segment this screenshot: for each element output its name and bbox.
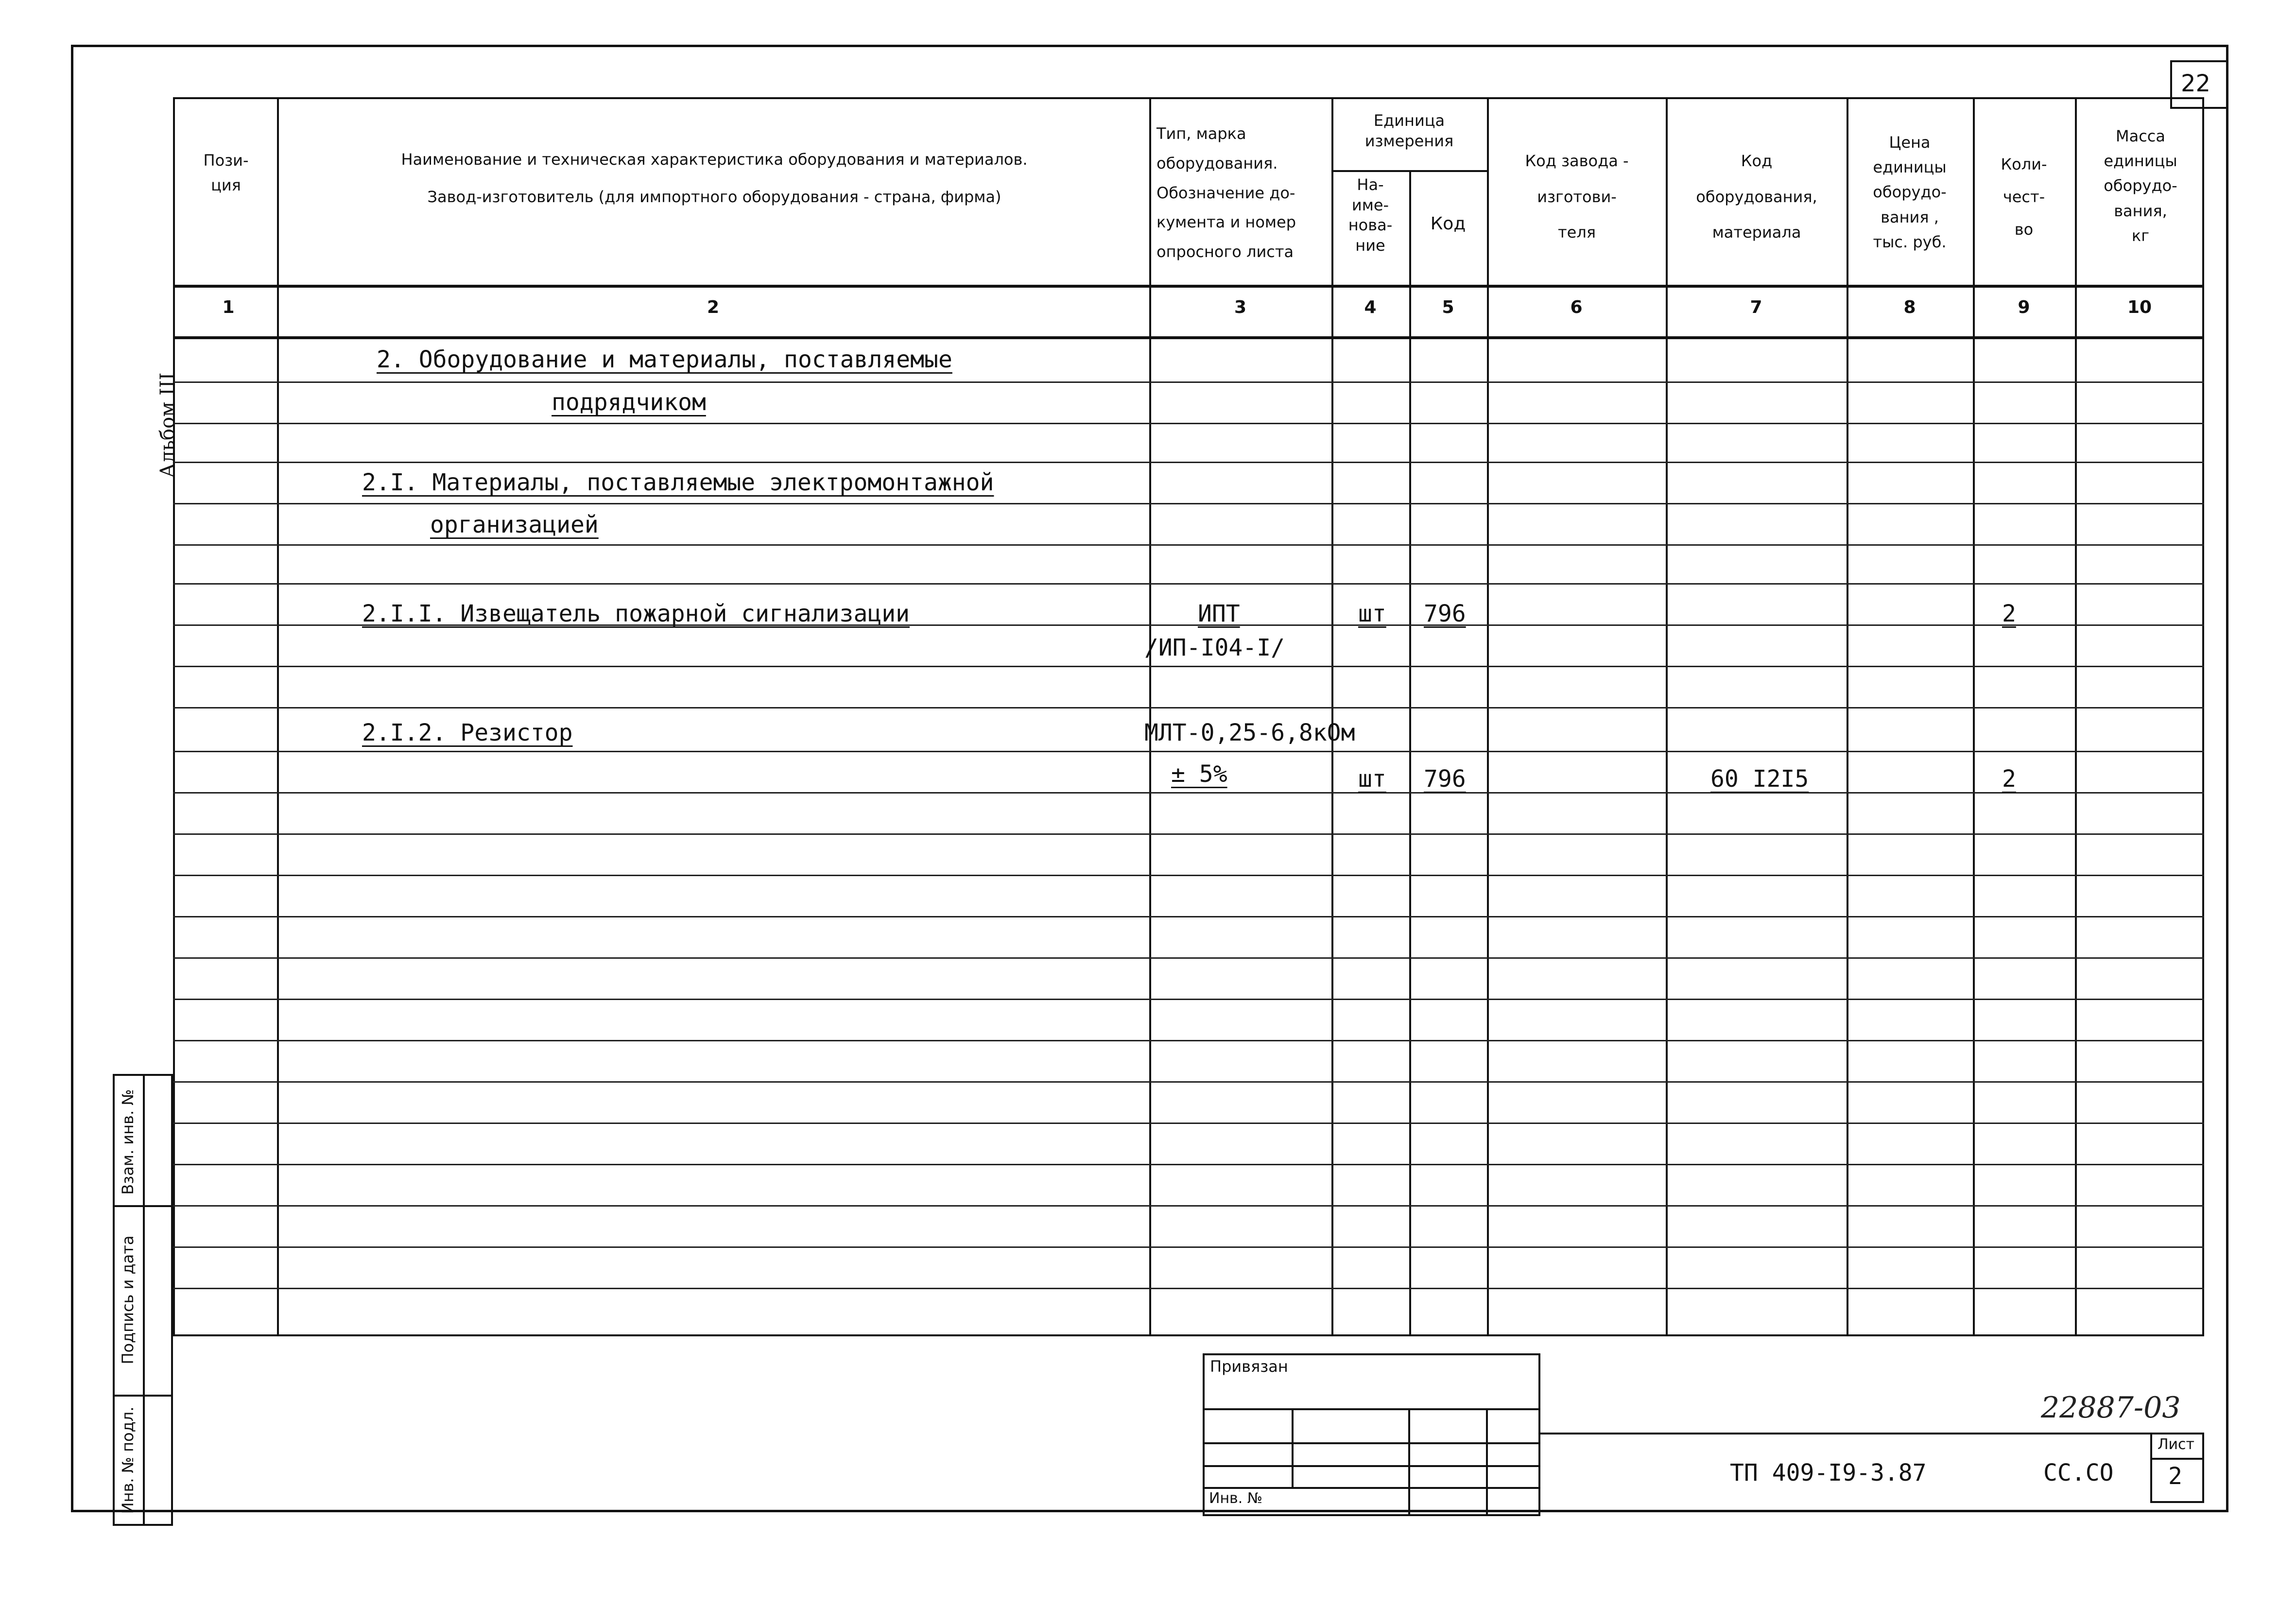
section-2-1-title: 2.I. Материалы, поставляемые электромонтажной xyxy=(362,469,994,496)
column-number: 5 xyxy=(1442,297,1454,317)
attached-vline xyxy=(1486,1408,1488,1516)
title-block-top xyxy=(1540,1433,2204,1434)
row-line xyxy=(173,544,2204,546)
section-2-1-title-cont: организацией xyxy=(430,511,599,538)
archive-number: 22887-03 xyxy=(2041,1391,2181,1425)
row-line xyxy=(173,666,2204,667)
row-line xyxy=(173,999,2204,1000)
row-line xyxy=(173,1205,2204,1207)
section-2-title-cont: подрядчиком xyxy=(552,389,706,416)
col-line xyxy=(1973,97,1975,1336)
column-number: 4 xyxy=(1364,297,1377,317)
row-line xyxy=(173,833,2204,835)
side-stamp-line xyxy=(143,1074,145,1526)
document-suffix: СС.СО xyxy=(2043,1459,2114,1486)
header-unit: Единица измерения xyxy=(1364,111,1454,150)
item-2-1-2-type: МЛТ-0,25-6,8кОм xyxy=(1144,719,1355,746)
col-line xyxy=(1666,97,1668,1336)
row-line xyxy=(173,583,2204,585)
col-line xyxy=(277,97,279,1336)
row-line xyxy=(173,1288,2204,1289)
row-line xyxy=(173,381,2204,383)
item-2-1-2-unit: шт xyxy=(1358,765,1386,793)
column-number: 10 xyxy=(2127,297,2152,317)
item-2-1-2-tolerance: ± 5% xyxy=(1171,760,1227,788)
attached-vline xyxy=(1292,1408,1294,1487)
header-unit-code: Код xyxy=(1430,214,1466,234)
header-name: Наименование и техническая характеристика оборудования и материалов. Завод-изготовитель (для импортного оборудования - страна, фирма) xyxy=(401,150,1028,206)
column-number: 9 xyxy=(2018,297,2030,317)
row-line xyxy=(173,751,2204,752)
sheet-number: 2 xyxy=(2168,1463,2182,1490)
item-2-1-2-quantity: 2 xyxy=(2002,765,2016,793)
row-line xyxy=(173,503,2204,504)
attached-line xyxy=(1203,1408,1540,1410)
item-2-1-2-unit-code: 796 xyxy=(1424,765,1466,793)
row-line xyxy=(173,1081,2204,1083)
inv-no-label: Инв. № подл. xyxy=(119,1406,137,1514)
sheet-box-line xyxy=(2150,1458,2204,1460)
header-unit-name: На- име- нова- ние xyxy=(1348,175,1393,255)
inv-label: Инв. № xyxy=(1209,1490,1263,1507)
item-2-1-1-type: ИПТ xyxy=(1198,600,1240,627)
row-line xyxy=(173,957,2204,959)
attached-label: Привязан xyxy=(1210,1357,1288,1376)
header-bottom-line xyxy=(173,285,2204,288)
column-number: 1 xyxy=(222,297,235,317)
attached-line xyxy=(1203,1487,1540,1489)
column-number: 7 xyxy=(1750,297,1762,317)
header-mass: Масса единицы оборудо- вания, кг xyxy=(2104,127,2177,245)
row-line xyxy=(173,1164,2204,1165)
replace-inv-label: Взам. инв. № xyxy=(119,1089,137,1195)
header-type: Тип, марка оборудования. Обозначение до- кумента и номер опросного листа xyxy=(1157,124,1296,261)
item-2-1-2-equipment-code: 60 I2I5 xyxy=(1710,765,1809,793)
attached-vline xyxy=(1408,1408,1410,1516)
sheet-label: Лист xyxy=(2158,1436,2195,1453)
row-line xyxy=(173,1246,2204,1248)
header-factory-code: Код завода - изготови- теля xyxy=(1525,152,1629,242)
sign-date-label: Подпись и дата xyxy=(119,1235,137,1365)
item-2-1-2-name: 2.I.2. Резистор xyxy=(362,719,573,746)
col-line xyxy=(1409,170,1411,1336)
header-price: Цена единицы оборудо- вания , тыс. руб. xyxy=(1873,133,1947,251)
item-2-1-1-unit-code: 796 xyxy=(1424,600,1466,627)
col-line xyxy=(1487,97,1489,1336)
attached-line xyxy=(1203,1465,1540,1467)
header-quantity: Коли- чест- во xyxy=(2001,155,2047,239)
item-2-1-1-name: 2.I.I. Извещатель пожарной сигнализации xyxy=(362,600,910,627)
col-line xyxy=(2075,97,2077,1336)
header-position: Пози- ция xyxy=(203,151,249,195)
column-number: 3 xyxy=(1234,297,1247,317)
row-line xyxy=(173,1123,2204,1124)
unit-header-line xyxy=(1331,170,1487,172)
row-line xyxy=(173,423,2204,424)
album-label: Альбом III xyxy=(156,372,179,478)
item-2-1-1-type-doc: /ИП-I04-I/ xyxy=(1144,634,1285,661)
row-line xyxy=(173,792,2204,794)
section-2-title: 2. Оборудование и материалы, поставляемые xyxy=(377,346,952,373)
column-number: 8 xyxy=(1903,297,1916,317)
row-line xyxy=(173,462,2204,463)
header-equipment-code: Код оборудования, материала xyxy=(1696,152,1817,242)
spec-table xyxy=(173,97,2204,1336)
row-line xyxy=(173,916,2204,917)
column-number: 2 xyxy=(707,297,720,317)
page-number: 22 xyxy=(2181,70,2211,97)
row-line xyxy=(173,875,2204,876)
col-line xyxy=(1847,97,1848,1336)
numbers-bottom-line xyxy=(173,336,2204,339)
item-2-1-1-unit: шт xyxy=(1358,600,1386,627)
attached-line xyxy=(1203,1442,1540,1444)
col-line xyxy=(1331,97,1333,1336)
document-code: ТП 409-I9-3.87 xyxy=(1730,1459,1927,1486)
col-line xyxy=(1149,97,1151,1336)
item-2-1-1-quantity: 2 xyxy=(2002,600,2016,627)
column-number: 6 xyxy=(1570,297,1583,317)
row-line xyxy=(173,707,2204,708)
row-line xyxy=(173,1040,2204,1041)
